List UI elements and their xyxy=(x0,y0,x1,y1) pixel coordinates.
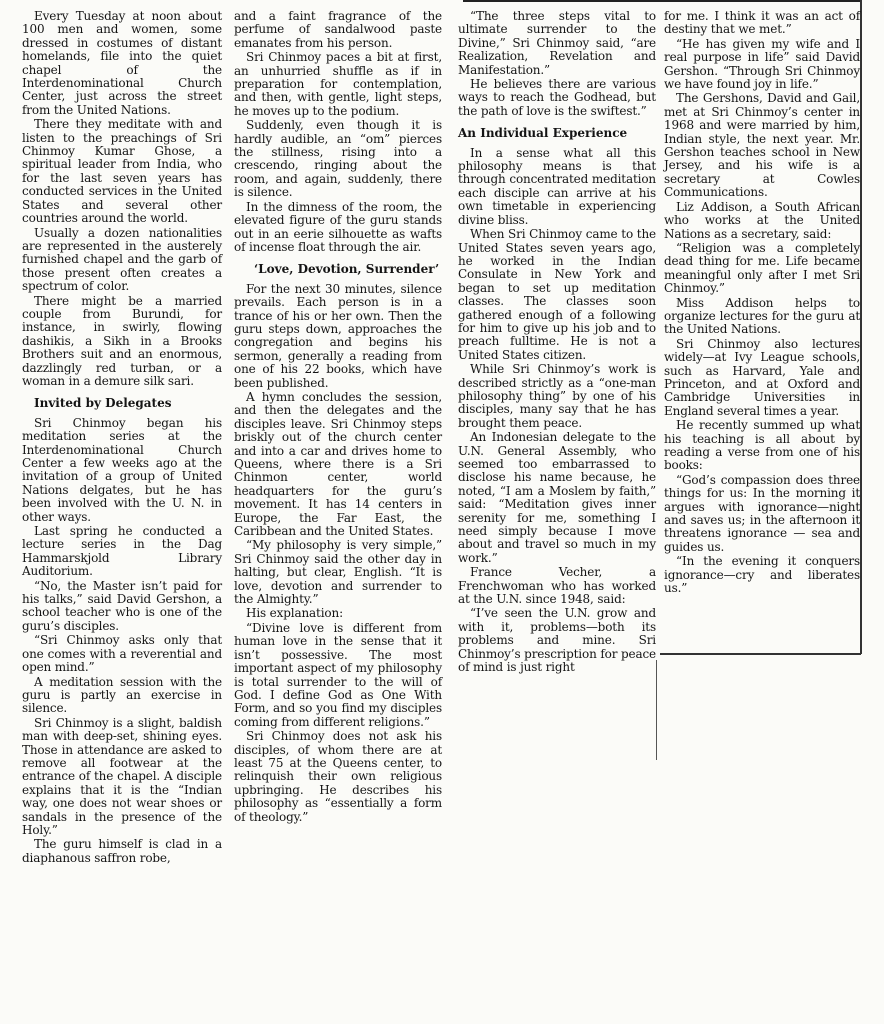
article-paragraph: Every Tuesday at noon about 100 men and women, some dressed in costumes of distant homelands, file into the quiet chapel of the Interdenominational Church Center, just across the street from the United Nations. xyxy=(22,9,222,117)
article-paragraph: He recently summed up what his teaching is all about by reading a verse from one of his books: xyxy=(664,418,860,473)
article-paragraph: While Sri Chinmoy’s work is described strictly as a “one-man philosophy thing” by one of his disciples, many say that he has brought them peace. xyxy=(458,362,656,430)
article-paragraph: “I’ve seen the U.N. grow and with it, problems—both its problems and mine. Sri Chinmoy’s prescription for peace of mind is just right xyxy=(458,606,656,675)
column-rule-lower xyxy=(656,660,657,760)
article-paragraph: “In the evening it conquers ignorance—cry and liberates us.” xyxy=(664,554,860,596)
article-paragraph: For the next 30 minutes, silence prevails. Each person is in a trance of his or her own. Then the guru steps down, approaches the congregation and begins his sermon, generally a reading from one of his 22 books, which have been published. xyxy=(234,281,442,390)
article-paragraph: There might be a married couple from Burundi, for instance, in swirly, flowing dashikis, a Sikh in a Brooks Brothers suit and an enormous, dazzlingly red turban, or a woman in a demure silk sari. xyxy=(22,293,222,388)
article-paragraph: “The three steps vital to ultimate surrender to the Divine,” Sri Chinmoy said, “are Realization, Revelation and Manifestation.” xyxy=(458,9,656,77)
article-paragraph: “No, the Master isn’t paid for his talks,” said David Gershon, a school teacher who is one of the guru’s disciples. xyxy=(22,578,222,633)
section-subhead: Invited by Delegates xyxy=(34,396,172,411)
article-paragraph: “Divine love is different from human love in the sense that it isn’t possessive. The most important aspect of my philosophy is total surrender to the will of God. I define God as One With Form, and so you find my disciples coming from different religions.” xyxy=(234,620,442,729)
article-paragraph: Sri Chinmoy is a slight, baldish man with deep-set, shining eyes. Those in attendance are asked to remove all footwear at the entrance of the chapel. A disciple explains that it is the “Indian way, one does not wear shoes or sandals in the presence of the Holy.” xyxy=(22,715,222,837)
article-end-rule xyxy=(660,653,861,655)
article-column-1 xyxy=(22,10,222,866)
article-paragraph: When Sri Chinmoy came to the United States seven years ago, he worked in the Indian Consulate in New York and began to set up meditation classes. The classes soon gathered enough of a following for him to give up his job and to preach fulltime. He is not a United States citizen. xyxy=(458,227,656,362)
article-paragraph: His explanation: xyxy=(246,606,343,621)
article-column-4 xyxy=(664,10,860,596)
article-paragraph: “Religion was a completely dead thing for me. Life became meaningful only after I met Sri Chinmoy.” xyxy=(664,240,860,296)
article-paragraph: “God’s compassion does three things for us: In the morning it argues with ignorance—night and saves us; in the afternoon it threatens ignorance — sea and guides us. xyxy=(664,472,860,554)
article-paragraph: There they meditate with and listen to the preachings of Sri Chinmoy Kumar Ghose, a spiritual leader from India, who for the last seven years has conducted services in the United States and several other countries around the world. xyxy=(22,117,222,226)
article-paragraph: Last spring he conducted a lecture series in the Dag Hammarskjold Library Auditorium. xyxy=(22,524,222,579)
article-paragraph: In the dimness of the room, the elevated figure of the guru stands out in an eerie silhouette as wafts of incense float through the air. xyxy=(234,199,442,254)
article-column-3 xyxy=(458,10,656,676)
column-rule xyxy=(860,0,862,654)
article-paragraph: Sri Chinmoy began his meditation series at the Interdenominational Church Center a few weeks ago at the invitation of a group of United Nations delgates, but he has been involved with the U. N. in other ways. xyxy=(22,415,222,524)
article-paragraph: “He has given my wife and I real purpose in life” said David Gershon. “Through Sri Chinmoy we have found joy in life.” xyxy=(664,36,860,92)
article-paragraph: Sri Chinmoy does not ask his disciples, of whom there are at least 75 at the Queens center, to relinquish their own religious upbringing. He describes his philosophy as “essentially a form of theology.” xyxy=(234,729,442,824)
article-paragraph: Liz Addison, a South African who works at the United Nations as a secretary, said: xyxy=(664,199,860,241)
article-paragraph: A meditation session with the guru is partly an exercise in silence. xyxy=(22,674,222,716)
article-paragraph: The guru himself is clad in a diaphanous saffron robe, xyxy=(22,837,222,865)
article-paragraph: In a sense what all this philosophy means is that through concentrated meditation each disciple can arrive at his own timetable in experiencing divine bliss. xyxy=(458,145,656,227)
article-paragraph: Suddenly, even though it is hardly audible, an “om” pierces the stillness, rising into a crescendo, ringing about the room, and again, suddenly, there is silence. xyxy=(234,118,442,200)
article-paragraph: “Sri Chinmoy asks only that one comes with a reverential and open mind.” xyxy=(22,633,222,675)
article-paragraph: and a faint fragrance of the perfume of sandalwood paste emanates from his person. xyxy=(234,9,442,50)
article-paragraph: France Vecher, a Frenchwoman who has worked at the U.N. since 1948, said: xyxy=(458,565,656,607)
article-paragraph: “My philosophy is very simple,” Sri Chinmoy said the other day in halting, but clear, English. “It is love, devotion and surrender to the Almighty.” xyxy=(234,538,442,607)
article-paragraph: Sri Chinmoy also lectures widely—at Ivy League schools, such as Harvard, Yale and Princeton, and at Oxford and Cambridge Universities in England several times a year. xyxy=(664,336,860,418)
article-paragraph: for me. I think it was an act of destiny that we met.” xyxy=(664,9,860,37)
article-paragraph: He believes there are various ways to reach the Godhead, but the path of love is the swiftest.” xyxy=(458,77,656,118)
top-rule xyxy=(463,0,862,2)
article-paragraph: Usually a dozen nationalities are represented in the austerely furnished chapel and the garb of those present often creates a spectrum of color. xyxy=(22,225,222,294)
article-paragraph: An Indonesian delegate to the U.N. General Assembly, who seemed too embarrassed to disclose his name because, he noted, “I am a Moslem by faith,” said: “Meditation gives inner serenity for me, something I need simply because I move about and travel so much in my work.” xyxy=(458,430,656,565)
article-column-2 xyxy=(234,10,442,825)
section-subhead: ‘Love, Devotion, Surrender’ xyxy=(254,262,440,277)
article-paragraph: A hymn concludes the session, and then the delegates and the disciples leave. Sri Chinmoy steps briskly out of the church center and into a car and drives home to Queens, where there is a Sri Chinmon center, world headquarters for the guru’s movement. It has 14 centers in Europe, the Far East, the Caribbean and the United States. xyxy=(234,389,442,539)
section-subhead: An Individual Experience xyxy=(458,126,628,141)
article-paragraph: Sri Chinmoy paces a bit at first, an unhurried shuffle as if in preparation for contemplation, and then, with gentle, light steps, he moves up to the podium. xyxy=(234,50,442,118)
article-paragraph: The Gershons, David and Gail, met at Sri Chinmoy’s center in 1968 and were married by him, Indian style, the next year. Mr. Gershon teaches school in New Jersey, and his wife is a secretary at Cowles Communications. xyxy=(664,91,860,200)
article-paragraph: Miss Addison helps to organize lectures for the guru at the United Nations. xyxy=(664,295,860,337)
